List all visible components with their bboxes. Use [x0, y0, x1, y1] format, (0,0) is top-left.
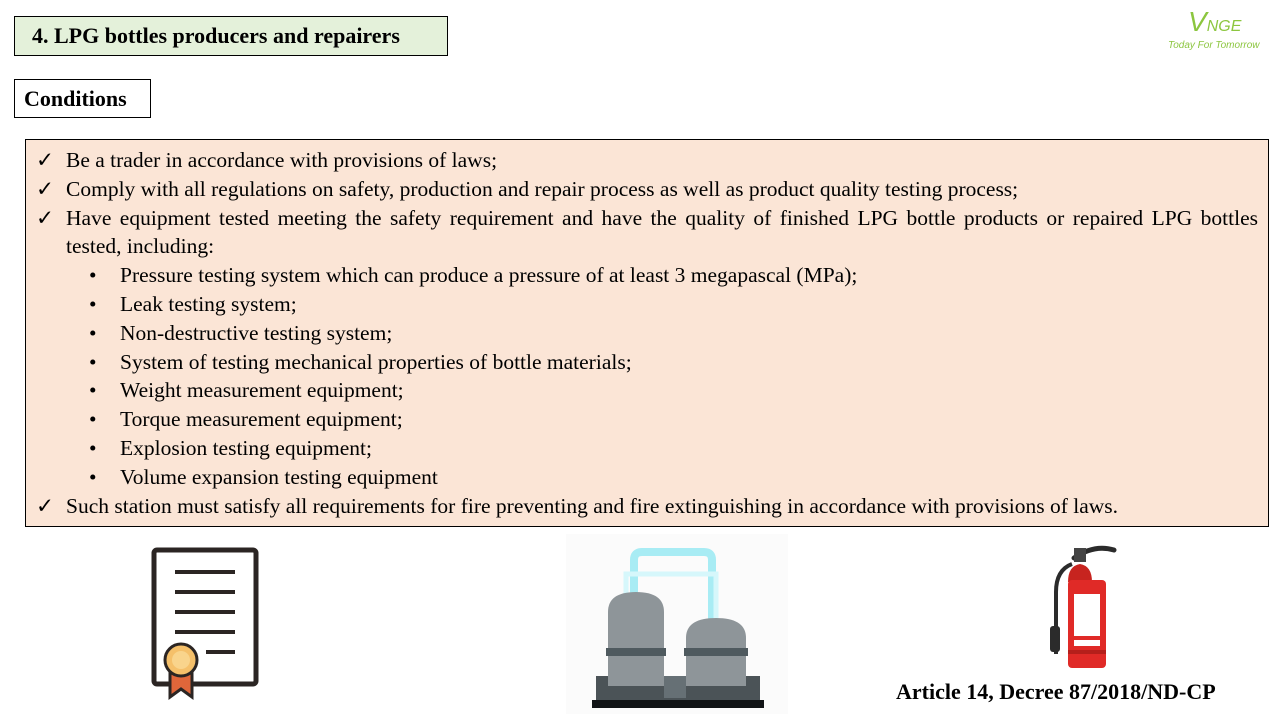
- bullet-icon: •: [89, 464, 97, 489]
- condition-item: [36, 204, 1258, 262]
- bullet-icon: •: [89, 349, 97, 374]
- equipment-item: [36, 261, 1258, 290]
- equipment-item: [36, 405, 1258, 434]
- equipment-text: Torque measurement equipment;: [120, 407, 403, 432]
- company-logo: [1164, 4, 1268, 56]
- bullet-icon: •: [89, 407, 97, 432]
- bullet-icon: •: [89, 320, 97, 345]
- condition-text: Comply with all regulations on safety, production and repair process as well as product quality testing process;: [66, 176, 1019, 201]
- checkmark-icon: ✓: [36, 148, 55, 172]
- checkmark-icon: ✓: [36, 176, 55, 201]
- checkmark-icon: ✓: [36, 493, 55, 518]
- equipment-text: Pressure testing system which can produce a pressure of at least 3 megapascal (MPa);: [120, 263, 858, 288]
- bullet-icon: •: [89, 291, 97, 316]
- condition-item: [36, 175, 1258, 204]
- equipment-text: Weight measurement equipment;: [120, 378, 404, 403]
- equipment-item: [36, 348, 1258, 377]
- equipment-item: [36, 290, 1258, 319]
- gas-tanks-icon: [566, 534, 788, 714]
- equipment-item: [36, 376, 1258, 405]
- equipment-item: [36, 434, 1258, 463]
- condition-item: [36, 146, 1258, 175]
- certificate-icon: [148, 546, 262, 702]
- equipment-text: Volume expansion testing equipment: [120, 464, 438, 489]
- condition-item: [36, 492, 1258, 521]
- slide-title: 4. LPG bottles producers and repairers: [14, 16, 448, 56]
- section-label: Conditions: [14, 79, 151, 118]
- equipment-text: Explosion testing equipment;: [120, 435, 373, 460]
- equipment-item: [36, 319, 1258, 348]
- fire-extinguisher-icon: [1046, 542, 1118, 670]
- equipment-text: Leak testing system;: [120, 291, 297, 316]
- article-reference: Article 14, Decree 87/2018/ND-CP: [896, 679, 1216, 704]
- logo-tagline: Today For Tomorrow: [1168, 40, 1260, 51]
- condition-text: Be a trader in accordance with provisions of laws;: [66, 148, 498, 172]
- equipment-list: [36, 261, 1258, 491]
- checkmark-icon: ✓: [36, 205, 55, 230]
- logo-mark: VNGE: [1188, 6, 1242, 37]
- bullet-icon: •: [89, 378, 97, 403]
- bullet-icon: •: [89, 263, 97, 288]
- equipment-text: Non-destructive testing system;: [120, 320, 393, 345]
- bullet-icon: •: [89, 435, 97, 460]
- equipment-text: System of testing mechanical properties of bottle materials;: [120, 349, 632, 374]
- condition-text: Such station must satisfy all requirements for fire preventing and fire extinguishing in accordance with provisions of laws.: [66, 493, 1119, 518]
- equipment-item: [36, 463, 1258, 492]
- condition-text: Have equipment tested meeting the safety requirement and have the quality of finished LPG bottle products or repaired LPG bottles tested, including:: [66, 205, 1258, 259]
- conditions-panel: [25, 139, 1269, 527]
